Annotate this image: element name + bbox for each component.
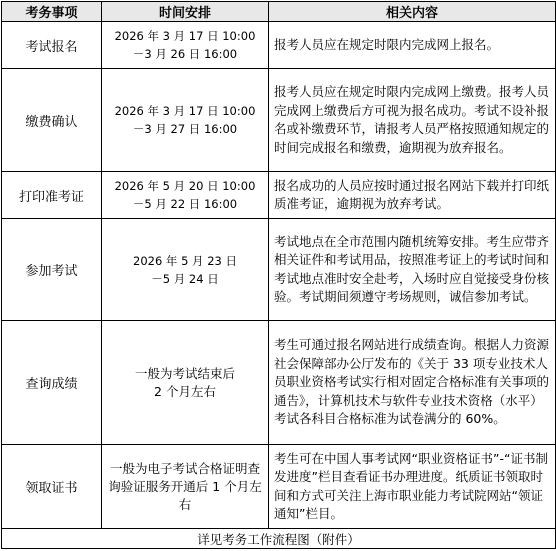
table-row-registration xyxy=(2,22,556,69)
time-cell xyxy=(102,22,269,69)
item-cell: 考试报名 xyxy=(2,22,102,69)
time-line: 2026 年 3 月 17 日 10:00 xyxy=(114,29,256,43)
table-footer-row xyxy=(2,529,556,549)
footer-note: 详见考务工作流程图（附件） xyxy=(2,529,556,549)
header-item: 考务事项 xyxy=(2,2,102,22)
time-line: －5 月 24 日 xyxy=(151,271,219,286)
time-cell xyxy=(102,172,269,219)
item-cell: 查询成绩 xyxy=(2,321,102,445)
table-row-score xyxy=(2,321,556,445)
exam-schedule-table xyxy=(1,1,556,549)
content-cell: 考生可在中国人事考试网“职业资格证书”-“证书制发进度”栏目查看证书办理进度。纸质证书领取时间和方式可关注上海市职业能力考试院网站“领证通知”栏目。 xyxy=(269,445,556,529)
item-cell: 参加考试 xyxy=(2,219,102,321)
time-cell xyxy=(102,321,269,445)
time-line: 一般为考试结束后 xyxy=(134,365,235,381)
item-cell: 打印准考证 xyxy=(2,172,102,219)
item-cell: 领取证书 xyxy=(2,445,102,529)
time-line: －3 月 26 日 16:00 xyxy=(132,47,238,61)
time-cell xyxy=(102,69,269,172)
table-row-admission-ticket xyxy=(2,172,556,219)
table-row-payment xyxy=(2,69,556,172)
time-line: 2 个月左右 xyxy=(154,383,216,399)
time-cell xyxy=(102,219,269,321)
time-cell: 一般为电子考试合格证明查询验证服务开通后 1 个月左右 xyxy=(102,445,269,529)
content-cell: 考试地点在全市范围内随机统筹安排。考生应带齐相关证件和考试用品，按照准考证上的考试时间和考试地点准时安全赴考，入场时应自觉接受身份核验。考试期间须遵守考场规则，诚信参加考试。 xyxy=(269,219,556,321)
time-line: －3 月 27 日 16:00 xyxy=(132,122,238,136)
header-time: 时间安排 xyxy=(102,2,269,22)
content-cell: 报考人员应在规定时限内完成网上报名。 xyxy=(269,22,556,69)
time-line: 2026 年 5 月 20 日 10:00 xyxy=(114,179,256,193)
table-row-exam xyxy=(2,219,556,321)
time-line: －5 月 22 日 16:00 xyxy=(132,197,238,211)
time-line: 2026 年 3 月 17 日 10:00 xyxy=(114,104,256,118)
header-content: 相关内容 xyxy=(269,2,556,22)
item-cell: 缴费确认 xyxy=(2,69,102,172)
time-line: 2026 年 5 月 23 日 xyxy=(133,253,237,268)
content-cell: 考生可通过报名网站进行成绩查询。根据人力资源社会保障部办公厅发布的《关于 33 项专业技术人员职业资格考试实行相对固定合格标准有关事项的通告》，计算机技术与软件专业技术资格（水平）考试各科目合格标准为试卷满分的 60%。 xyxy=(269,321,556,445)
content-cell: 报名成功的人员应按时通过报名网站下载并打印纸质准考证，逾期视为放弃考试。 xyxy=(269,172,556,219)
table-row-certificate xyxy=(2,445,556,529)
content-cell: 报考人员应在规定时限内完成网上缴费。报考人员完成网上缴费后方可视为报名成功。考试不设补报名或补缴费环节，请报考人员严格按照通知规定的时间完成报名和缴费，逾期视为放弃报名。 xyxy=(269,69,556,172)
table-header-row xyxy=(2,2,556,22)
